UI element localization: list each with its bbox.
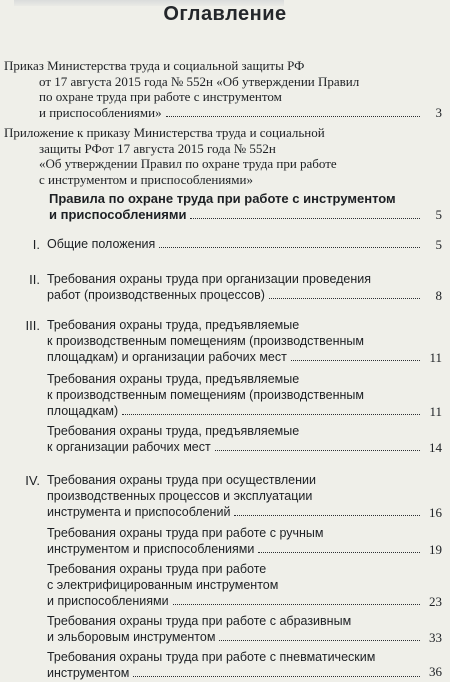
toc-entry-leader-line: [47, 288, 424, 304]
page-number: 8: [435, 288, 442, 303]
toc-entry-leader-line: [47, 440, 424, 456]
page-number: 11: [429, 350, 442, 365]
toc-entry-line: Требования охраны труда, предъявляемые: [47, 372, 300, 386]
toc-entry-line: с инструментом и приспособлениями»: [39, 171, 253, 187]
toc-entry-line: от 17 августа 2015 года № 552н «Об утверждении Правил: [39, 73, 360, 89]
dot-leader: [234, 515, 420, 516]
page-number: 23: [429, 594, 442, 609]
section-number: I.: [32, 237, 40, 252]
toc-entry-line: инструментом и приспособлениями: [47, 542, 255, 556]
page-number: 3: [435, 104, 442, 120]
toc-entry-line: Правила по охране труда при работе с инструментом: [49, 191, 396, 206]
toc-entry-line: Требования охраны труда при работе с пневматическим: [47, 650, 376, 664]
section-number: III.: [25, 318, 40, 333]
dot-leader: [269, 298, 420, 299]
toc-entry-line: производственных процессов и эксплуатации: [47, 489, 313, 503]
toc-entry-leader-line: [47, 505, 424, 521]
page-number: 33: [429, 630, 442, 645]
toc-entry-leader-line: [47, 542, 424, 558]
page-number: 36: [429, 664, 442, 679]
toc-entry-line: площадкам): [47, 404, 119, 418]
dot-leader: [190, 218, 420, 219]
dot-leader: [215, 450, 420, 451]
toc-entry-line: работ (производственных процессов): [47, 288, 265, 302]
dot-leader: [122, 414, 420, 415]
toc-entry-line: Приказ Министерства труда и социальной защиты РФ: [4, 58, 305, 73]
toc-entry-line: с электрифицированным инструментом: [47, 578, 279, 592]
page-number: 5: [435, 237, 442, 252]
toc-entry-line: Требования охраны труда при осуществлении: [47, 473, 316, 487]
toc-entry-line: и приспособлениями: [47, 594, 169, 608]
toc-entry-leader-line: [47, 237, 424, 253]
toc-entry-line: и эльборовым инструментом: [47, 630, 216, 644]
dot-leader: [258, 552, 420, 553]
toc-entry-line: Требования охраны труда при работе с абразивным: [47, 614, 352, 628]
section-number: IV.: [25, 473, 40, 488]
toc-entry-leader-line: [39, 105, 424, 121]
dot-leader: [291, 360, 420, 361]
toc-entry-line: «Об утверждении Правил по охране труда при работе: [39, 156, 337, 171]
dot-leader: [133, 676, 420, 677]
toc-entry-line: Требования охраны труда при работе: [47, 562, 267, 576]
toc-entry-leader-line: [47, 666, 424, 682]
page-number: 16: [429, 505, 442, 520]
toc-entry-leader-line: [49, 207, 424, 223]
toc-entry-line: Требования охраны труда при организации проведения: [47, 272, 372, 286]
toc-entry-line: к производственным помещениям (производственным: [47, 388, 364, 402]
toc-entry-leader-line: [47, 404, 424, 420]
toc-entry-line: Общие положения: [47, 237, 156, 251]
section-number: II.: [29, 272, 40, 287]
dot-leader: [159, 247, 420, 248]
toc-entry-line: к организации рабочих мест: [47, 440, 211, 454]
dot-leader: [173, 604, 420, 605]
toc-entry-line: по охране труда при работе с инструментом: [39, 89, 282, 104]
toc-entry-leader-line: [47, 350, 424, 366]
page-number: 11: [429, 404, 442, 419]
toc-entry-line: площадкам) и организации рабочих мест: [47, 350, 287, 364]
toc-entry-line: Приложение к приказу Министерства труда и социальной: [4, 125, 325, 140]
toc-entry-leader-line: [47, 594, 424, 610]
page-number: 19: [429, 542, 442, 557]
toc-entry-line: инструментом: [47, 666, 130, 680]
toc-entry-line: инструмента и приспособлений: [47, 505, 231, 519]
page-number: 14: [429, 440, 442, 455]
toc-entry-line: защиты РФот 17 августа 2015 года № 552н: [39, 140, 276, 156]
toc-entry-line: Требования охраны труда, предъявляемые: [47, 318, 300, 332]
page-number: 5: [435, 207, 442, 222]
dot-leader: [219, 640, 420, 641]
toc-entry-line: к производственным помещениям (производственным: [47, 334, 364, 348]
toc-entry-line: Требования охраны труда при работе с ручным: [47, 526, 324, 540]
dot-leader: [166, 116, 420, 117]
toc-entry-line: Требования охраны труда, предъявляемые: [47, 424, 300, 438]
toc-entry-leader-line: [47, 630, 424, 646]
toc-entry-line: и приспособлениями»: [39, 104, 162, 120]
toc-entry-line: и приспособлениями: [49, 207, 187, 222]
page-title: Оглавление: [163, 3, 287, 25]
